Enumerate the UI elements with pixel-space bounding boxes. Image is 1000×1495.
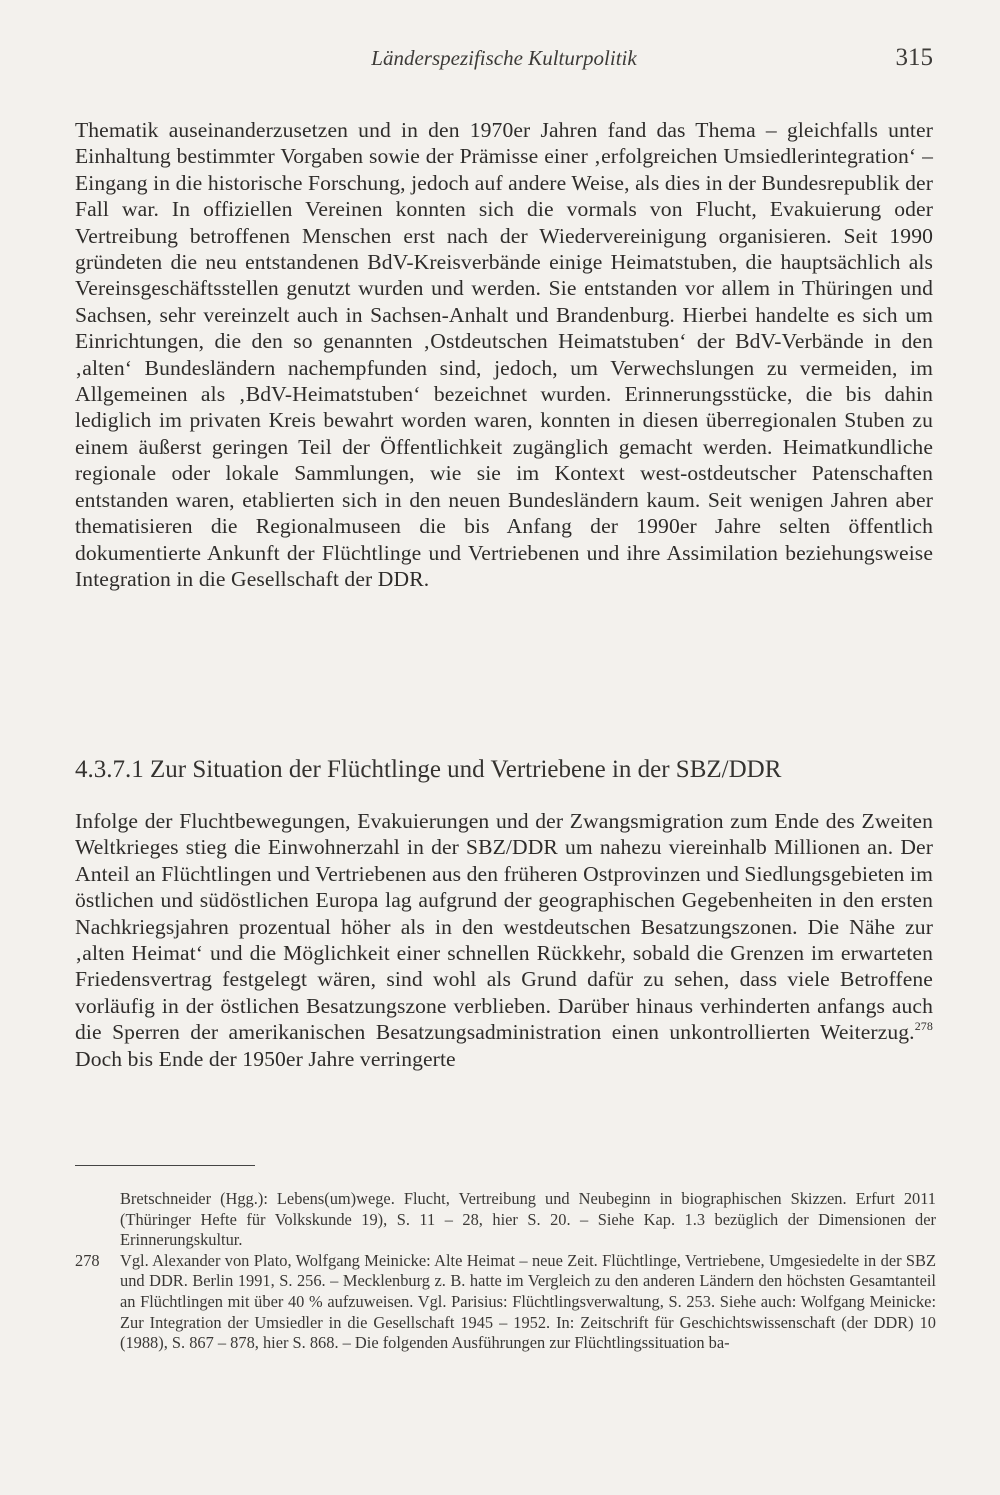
page-number: 315 — [895, 44, 933, 71]
paragraph-text: Thematik auseinanderzusetzen und in den 1970er Jahren fand das Thema – gleichfalls unter Einhaltung bestimmter Vorgaben sowie der Prämisse einer ‚erfolgreichen Umsiedlerintegration‘ – Eingang in die historische Forschung, jedoch auf andere Weise, als dies in der Bundesrepublik der Fall war. In offiziellen Vereinen konnten sich die vormals von Flucht, Evakuierung oder Vertreibung betroffenen Menschen erst nach der Wiedervereinigung organisieren. Seit 1990 gründeten die neu entstandenen BdV-Kreisverbände einige Heimatstuben, die hauptsächlich als Vereinsgeschäftsstellen genutzt wurden und werden. Sie entstanden vor allem in Thüringen und Sachsen, sehr vereinzelt auch in Sachsen-Anhalt und Brandenburg. Hierbei handelte es sich um Einrichtungen, die den so genannten ‚Ostdeutschen Heimatstuben‘ der BdV-Verbände in den ‚alten‘ Bundesländern nachempfunden sind, jedoch, um Verwechslungen zu vermeiden, im Allgemeinen als ‚BdV-Heimatstuben‘ bezeichnet wurden. Erinnerungsstücke, die bis dahin lediglich im privaten Kreis bewahrt worden waren, konnten in diesen überregionalen Stuben zu einem äußerst geringen Teil der Öffentlichkeit zugänglich gemacht werden. Heimatkundliche regionale oder lokale Sammlungen, wie sie im Kontext west-ostdeutscher Patenschaften entstanden waren, etablierten sich in den neuen Bundesländern kaum. Seit wenigen Jahren aber thematisieren die Regionalmuseen die bis Anfang der 1990er Jahre selten öffentlich dokumentierte Ankunft der Flüchtlinge und Vertriebenen und ihre Assimilation beziehungsweise Integration in die Gesellschaft der DDR. — [75, 118, 933, 591]
paragraph-text-end: Doch bis Ende der 1950er Jahre verringerte — [75, 1046, 456, 1071]
footnote-278 — [75, 1251, 936, 1354]
running-title: Länderspezifische Kulturpolitik — [371, 46, 637, 70]
footnotes — [75, 1189, 936, 1354]
paragraph-text — [75, 808, 933, 1072]
footnote-text: Vgl. Alexander von Plato, Wolfgang Meinicke: Alte Heimat – neue Zeit. Flüchtlinge, Vertriebene, Umgesiedelte in der SBZ und DDR. Berlin 1991, S. 256. – Mecklenburg z. B. hatte im Vergleich zu den anderen Ländern den höchsten Gesamtanteil an Flüchtlingen mit über 40 % aufzuweisen. Vgl. Parisius: Flüchtlingsverwaltung, S. 253. Siehe auch: Wolfgang Meinicke: Zur Integration der Umsiedler in die Gesellschaft 1945 – 1952. In: Zeitschrift für Geschichtswissenschaft (der DDR) 10 (1988), S. 867 – 878, hier S. 868. – Die folgenden Ausführungen zur Flüchtlingssituation ba- — [120, 1250, 936, 1353]
footnote-reference-278[interactable]: 278 — [914, 1019, 933, 1034]
body-paragraph-1 — [75, 117, 933, 592]
body-paragraph-2 — [75, 808, 933, 1072]
section-heading: 4.3.7.1 Zur Situation der Flüchtlinge und Vertriebene in der SBZ/DDR — [75, 756, 782, 783]
footnote-divider — [75, 1165, 255, 1166]
footnote-continued-text: Bretschneider (Hgg.): Lebens(um)wege. Flucht, Vertreibung und Neubeginn in biographischen Skizzen. Erfurt 2011 (Thüringer Hefte für Volkskunde 19), S. 11 – 28, hier S. 20. – Siehe Kap. 1.3 bezüglich der Dimensionen der Erinnerungskultur. — [120, 1189, 936, 1250]
paragraph-text-start: Infolge der Fluchtbewegungen, Evakuierungen und der Zwangsmigration zum Ende des Zweiten Weltkrieges stieg die Einwohnerzahl in der SBZ/DDR um nahezu viereinhalb Millionen an. Der Anteil an Flüchtlingen und Vertriebenen aus den früheren Ostprovinzen und Siedlungsgebieten im östlichen und südöstlichen Europa lag aufgrund der geographischen Gegebenheiten in den ersten Nachkriegsjahren prozentual höher als in den westdeutschen Besatzungszonen. Die Nähe zur ‚alten Heimat‘ und die Möglichkeit einer schnellen Rückkehr, sobald die Grenzen im erwarteten Friedensvertrag festgelegt wären, sind wohl als Grund dafür zu sehen, dass viele Betroffene vorläufig in der östlichen Besatzungszone verblieben. Darüber hinaus verhinderten anfangs auch die Sperren der amerikanischen Besatzungsadministration einen unkontrollierten Weiterzug. — [75, 809, 933, 1045]
footnote-number: 278 — [75, 1250, 100, 1270]
footnote-continued — [75, 1189, 936, 1251]
running-header — [75, 46, 933, 80]
